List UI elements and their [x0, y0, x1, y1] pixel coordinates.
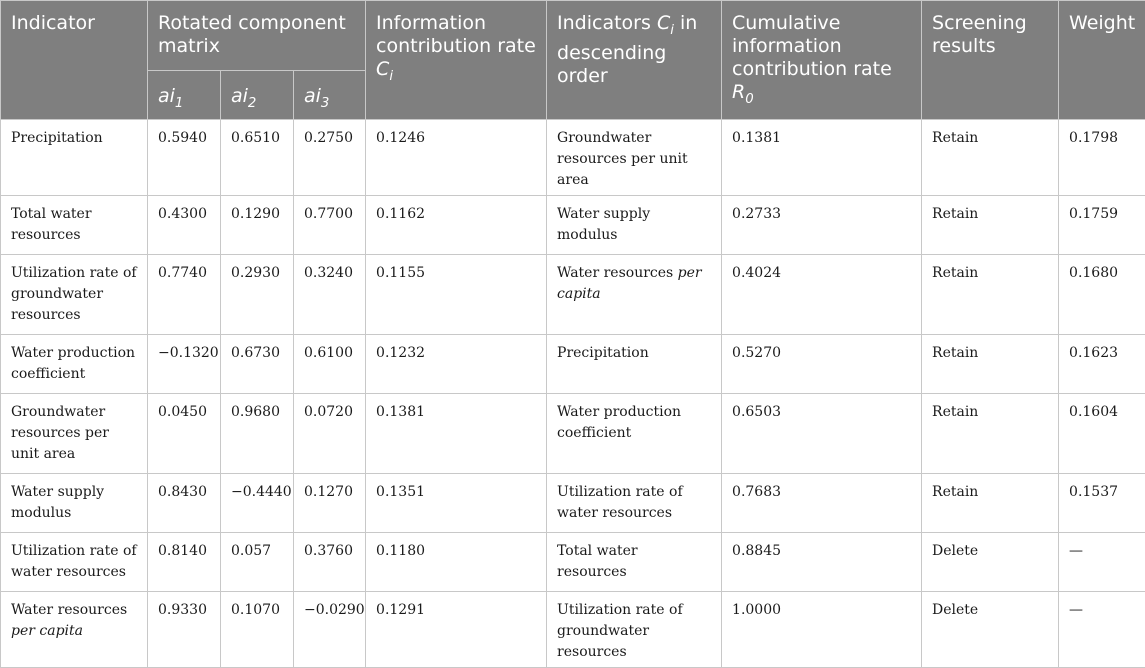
cell-r0: 0.1381 [722, 120, 922, 196]
cell-ai2: 0.1070 [221, 592, 294, 668]
cell-ai1: 0.9330 [148, 592, 221, 668]
table-row [1, 335, 1145, 394]
cell-ai1: 0.8430 [148, 474, 221, 533]
cell-ai3: 0.3240 [294, 255, 366, 335]
cell-descending: Water resources per capita [547, 255, 722, 335]
cell-screening: Retain [922, 196, 1059, 255]
cell-weight: 0.1680 [1059, 255, 1145, 335]
cell-r0: 0.5270 [722, 335, 922, 394]
cell-descending: Utilization rate of groundwater resources [547, 592, 722, 668]
cell-ai1: 0.4300 [148, 196, 221, 255]
header-screening-results: Screening results [922, 1, 1059, 120]
header-ai2: $ai_2$ [221, 71, 294, 120]
cell-indicator: Utilization rate of groundwater resources [1, 255, 148, 335]
cell-screening: Retain [922, 255, 1059, 335]
header-rotated-component-matrix: Rotated component matrix [148, 1, 366, 71]
cell-weight: 0.1759 [1059, 196, 1145, 255]
header-indicators-descending: Indicators $C_i$ in descending order [547, 1, 722, 120]
cell-ai2: 0.057 [221, 533, 294, 592]
cell-ai1: −0.1320 [148, 335, 221, 394]
cell-ai3: −0.0290 [294, 592, 366, 668]
table-row [1, 255, 1145, 335]
cell-r0: 0.4024 [722, 255, 922, 335]
cell-ai2: 0.1290 [221, 196, 294, 255]
cell-ai1: 0.7740 [148, 255, 221, 335]
table-row [1, 120, 1145, 196]
cell-r0: 1.0000 [722, 592, 922, 668]
cell-ai2: 0.6510 [221, 120, 294, 196]
cell-ai2: 0.9680 [221, 394, 294, 474]
header-ai3: $ai_3$ [294, 71, 366, 120]
cell-indicator: Utilization rate of water resources [1, 533, 148, 592]
header-information-contribution-rate: Information contribution rate $C_i$ [366, 1, 547, 120]
table-header [1, 1, 1145, 120]
table-row [1, 592, 1145, 668]
header-ai1: $ai_1$ [148, 71, 221, 120]
cell-screening: Delete [922, 592, 1059, 668]
header-weight: Weight [1059, 1, 1145, 120]
cell-ci: 0.1351 [366, 474, 547, 533]
cell-screening: Retain [922, 120, 1059, 196]
cell-indicator: Water resources per capita [1, 592, 148, 668]
cell-descending: Water supply modulus [547, 196, 722, 255]
cell-ai1: 0.8140 [148, 533, 221, 592]
cell-weight: 0.1604 [1059, 394, 1145, 474]
cell-ci: 0.1180 [366, 533, 547, 592]
cell-weight: — [1059, 533, 1145, 592]
table-row [1, 533, 1145, 592]
cell-screening: Delete [922, 533, 1059, 592]
header-indicator: Indicator [1, 1, 148, 120]
cell-indicator: Water supply modulus [1, 474, 148, 533]
cell-ai3: 0.6100 [294, 335, 366, 394]
cell-screening: Retain [922, 394, 1059, 474]
cell-indicator: Groundwater resources per unit area [1, 394, 148, 474]
cell-ai1: 0.5940 [148, 120, 221, 196]
cell-r0: 0.7683 [722, 474, 922, 533]
cell-ci: 0.1381 [366, 394, 547, 474]
cell-weight: 0.1623 [1059, 335, 1145, 394]
table-row [1, 196, 1145, 255]
cell-descending: Groundwater resources per unit area [547, 120, 722, 196]
cell-indicator: Water production coefficient [1, 335, 148, 394]
header-cumulative-rate: Cumulative information contribution rate $R_0$ [722, 1, 922, 120]
cell-ci: 0.1291 [366, 592, 547, 668]
cell-descending: Total water resources [547, 533, 722, 592]
cell-ai2: −0.4440 [221, 474, 294, 533]
cell-weight: 0.1798 [1059, 120, 1145, 196]
table-row [1, 474, 1145, 533]
cell-ci: 0.1246 [366, 120, 547, 196]
cell-screening: Retain [922, 474, 1059, 533]
cell-ai2: 0.2930 [221, 255, 294, 335]
cell-r0: 0.2733 [722, 196, 922, 255]
cell-ci: 0.1232 [366, 335, 547, 394]
table-row [1, 394, 1145, 474]
cell-ai3: 0.1270 [294, 474, 366, 533]
cell-indicator: Total water resources [1, 196, 148, 255]
cell-weight: — [1059, 592, 1145, 668]
cell-descending: Water production coefficient [547, 394, 722, 474]
cell-ci: 0.1162 [366, 196, 547, 255]
cell-weight: 0.1537 [1059, 474, 1145, 533]
cell-ai3: 0.2750 [294, 120, 366, 196]
cell-screening: Retain [922, 335, 1059, 394]
cell-ai2: 0.6730 [221, 335, 294, 394]
cell-indicator: Precipitation [1, 120, 148, 196]
cell-r0: 0.8845 [722, 533, 922, 592]
cell-ai3: 0.0720 [294, 394, 366, 474]
cell-r0: 0.6503 [722, 394, 922, 474]
cell-ai3: 0.7700 [294, 196, 366, 255]
cell-ai3: 0.3760 [294, 533, 366, 592]
cell-ci: 0.1155 [366, 255, 547, 335]
cell-ai1: 0.0450 [148, 394, 221, 474]
table-body [1, 120, 1145, 668]
cell-descending: Utilization rate of water resources [547, 474, 722, 533]
cell-descending: Precipitation [547, 335, 722, 394]
